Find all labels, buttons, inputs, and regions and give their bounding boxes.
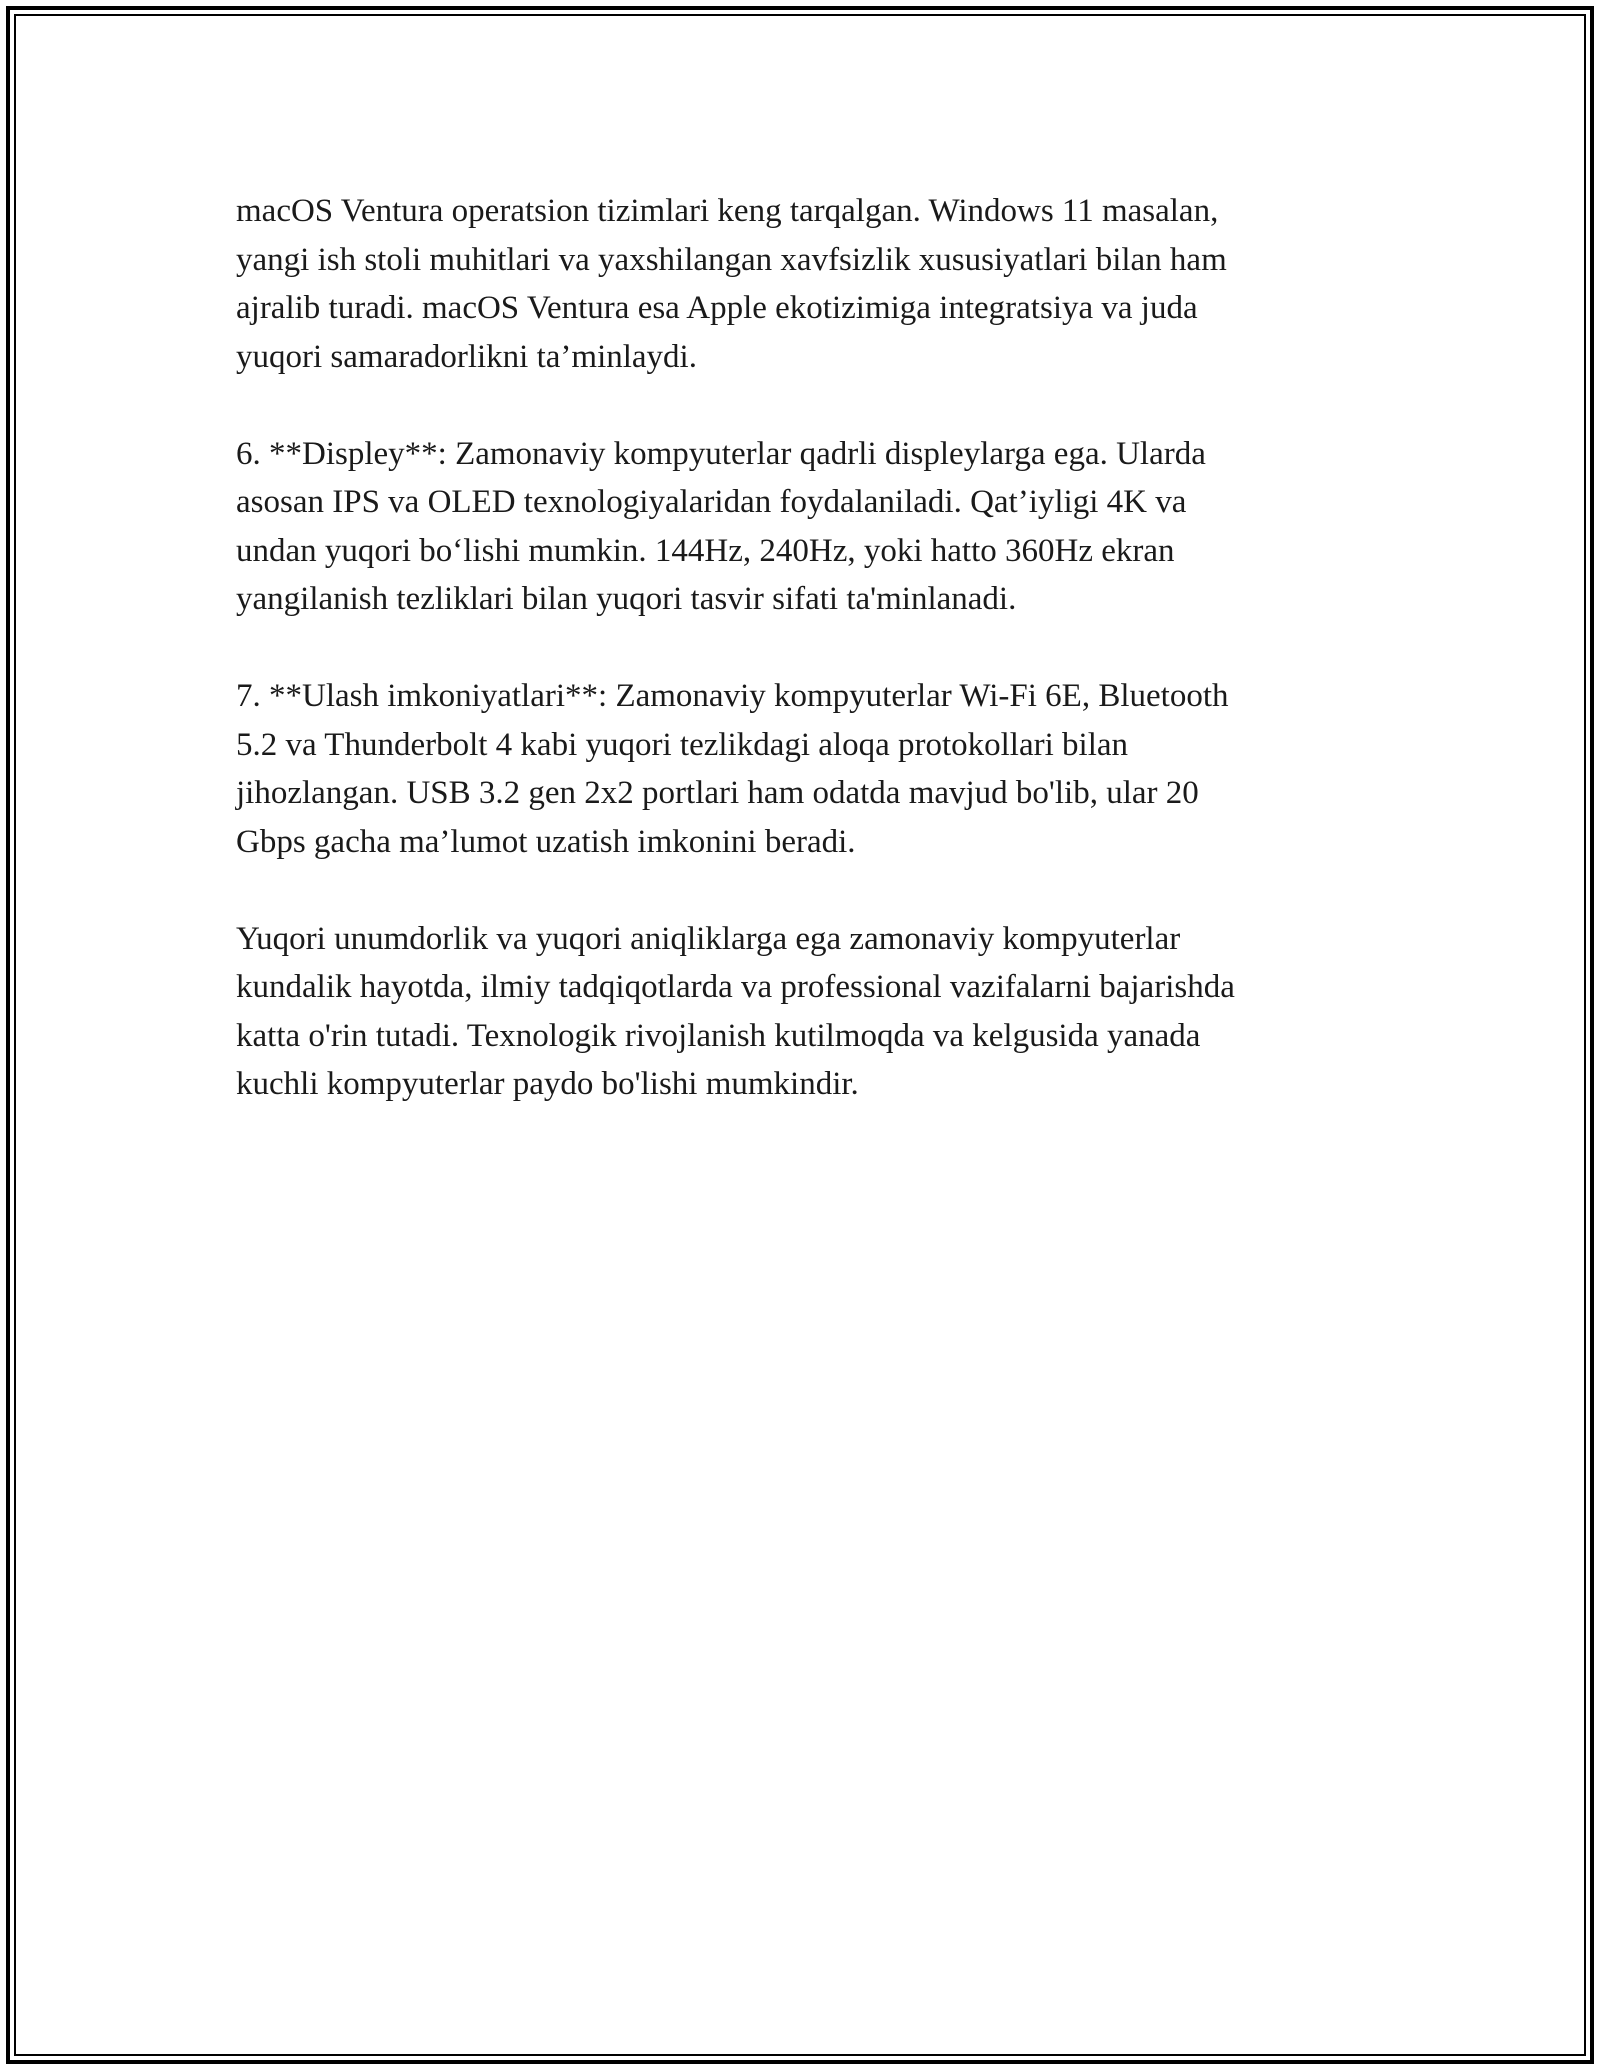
paragraph-conclusion: Yuqori unumdorlik va yuqori aniqliklarga ega zamonaviy kompyuterlar kundalik hayotda, ilmiy tadqiqotlarda va professional vazifalarni bajarishda katta o'rin tutadi. Texnologik rivojlanish kutilmoqda va kelgusida yanada kuchli kompyuterlar paydo bo'lishi mumkindir. <box>236 920 1235 1102</box>
document-body <box>236 187 1366 1157</box>
paragraph-display: 6. **Displey**: Zamonaviy kompyuterlar qadrli displeylarga ega. Ularda asosan IPS va OLED texnologiyalaridan foydalaniladi. Qat’iyligi 4K va undan yuqori bo‘lishi mumkin. 144Hz, 240Hz, yoki hatto 360Hz ekran yangilanish tezliklari bilan yuqori tasvir sifati ta'minlanadi. <box>236 435 1206 617</box>
paragraph-connectivity: 7. **Ulash imkoniyatlari**: Zamonaviy kompyuterlar Wi-Fi 6E, Bluetooth 5.2 va Thunderbolt 4 kabi yuqori tezlikdagi aloqa protokollari bilan jihozlangan. USB 3.2 gen 2x2 portlari ham odatda mavjud bo'lib, ular 20 Gbps gacha ma’lumot uzatish imkonini beradi. <box>236 678 1229 860</box>
paragraph-os: macOS Ventura operatsion tizimlari keng tarqalgan. Windows 11 masalan, yangi ish stoli muhitlari va yaxshilangan xavfsizlik xususiyatlari bilan ham ajralib turadi. macOS Ventura esa Apple ekotizimiga integratsiya va juda yuqori samaradorlikni ta’minlaydi. <box>236 193 1227 375</box>
